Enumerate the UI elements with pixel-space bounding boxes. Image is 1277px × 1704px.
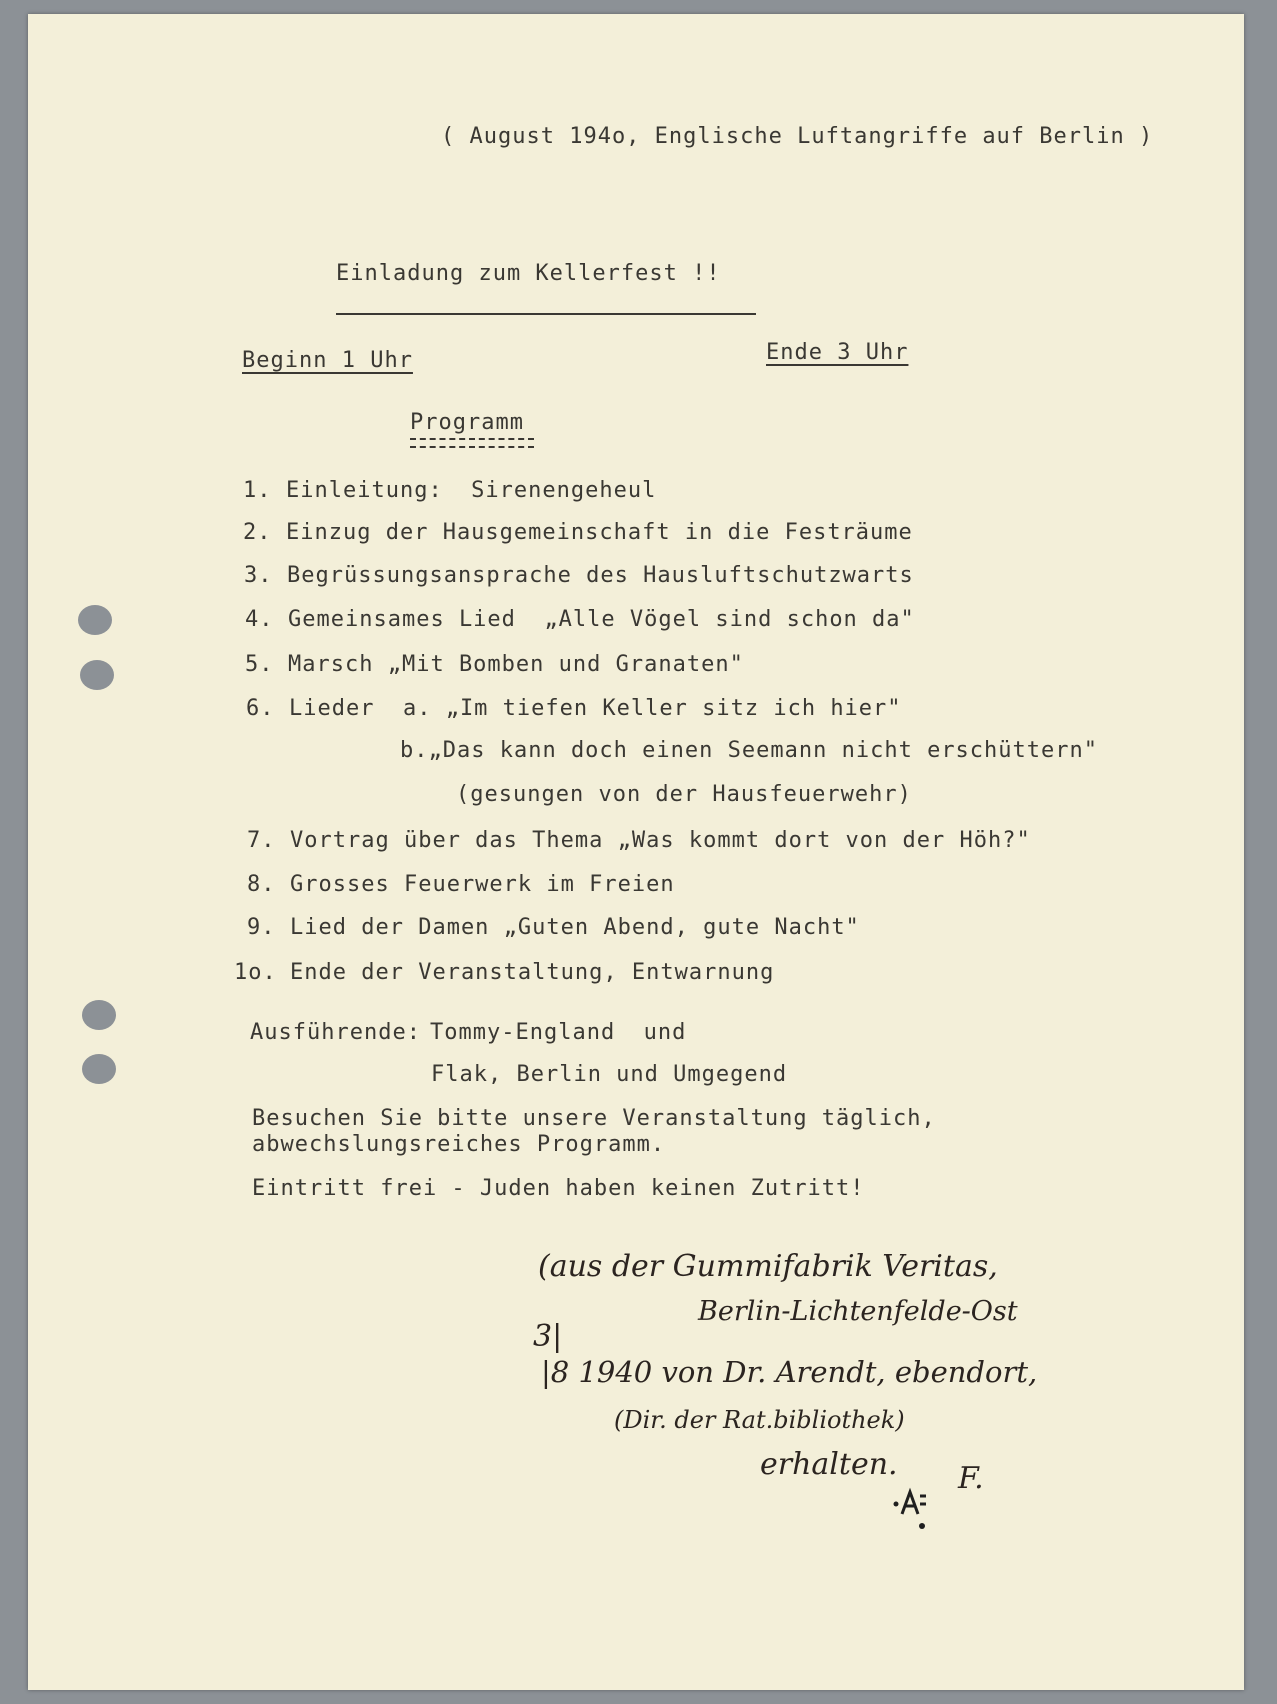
handwritten-date-day: 3| [533,1319,563,1354]
program-item-note: (gesungen von der Hausfeuerwehr) [456,782,912,807]
program-item-text: Einzug der Hausgemeinschaft in die Festräume [286,520,913,545]
handwritten-line-2: Berlin-Lichtenfelde-Ost [698,1296,1018,1327]
program-item-number: 4. [245,607,274,632]
title-underline [336,313,756,315]
visit-line-2: abwechslungsreiches Programm. [252,1132,666,1157]
program-item-number: 9. [247,915,276,940]
archive-mark-icon [888,1482,928,1542]
program-item-number: 8. [247,872,276,897]
performers-label: Ausführende: [250,1020,421,1045]
program-item-number: 3. [244,563,273,588]
program-item-number: 6. [246,696,275,721]
handwritten-initials: F. [958,1461,984,1496]
handwritten-line-5: erhalten. [760,1447,898,1482]
punch-hole [80,660,114,690]
start-time: Beginn 1 Uhr [242,348,413,373]
punch-hole [82,1054,116,1084]
performers-line-1: Tommy-England und [430,1020,687,1045]
performers-line-2: Flak, Berlin und Umgegend [431,1062,788,1087]
end-time: Ende 3 Uhr [766,340,909,365]
program-item-number: 2. [243,520,272,545]
program-item-text: Begrüssungsansprache des Hausluftschutzwarts [287,563,914,588]
program-item-text: Lieder a. „Im tiefen Keller sitz ich hier" [289,696,902,721]
document-title: Einladung zum Kellerfest !! [336,261,721,286]
program-item-text: Gemeinsames Lied „Alle Vögel sind schon da" [288,607,915,632]
program-item-number: 1o. [234,960,277,985]
punch-hole [82,1000,116,1030]
program-heading: Programm [410,410,524,435]
entry-note: Eintritt frei - Juden haben keinen Zutritt! [252,1176,865,1201]
program-item-text: Marsch „Mit Bomben und Granaten" [288,652,744,677]
program-item-number: 5. [245,652,274,677]
handwritten-line-4: (Dir. der Rat.bibliothek) [614,1406,905,1434]
program-item-text: Ende der Veranstaltung, Entwarnung [290,960,775,985]
program-heading-double-rule [410,438,534,448]
program-item-number: 1. [243,478,272,503]
program-item-text: Einleitung: Sirenengeheul [286,478,657,503]
document-page [28,14,1244,1690]
header-note: ( August 194o, Englische Luftangriffe auf Berlin ) [441,124,1154,149]
program-item-text: Lied der Damen „Guten Abend, gute Nacht" [290,915,860,940]
handwritten-line-1: (aus der Gummifabrik Veritas, [538,1249,998,1284]
program-item-subline: b.„Das kann doch einen Seemann nicht erschüttern" [400,738,1099,763]
program-item-text: Grosses Feuerwerk im Freien [290,872,675,897]
program-item-text: Vortrag über das Thema „Was kommt dort von der Höh?" [290,828,1031,853]
punch-hole [78,605,112,635]
program-item-number: 7. [247,828,276,853]
handwritten-line-3: |8 1940 von Dr. Arendt, ebendort, [541,1355,1038,1389]
visit-line-1: Besuchen Sie bitte unsere Veranstaltung täglich, [252,1106,936,1131]
